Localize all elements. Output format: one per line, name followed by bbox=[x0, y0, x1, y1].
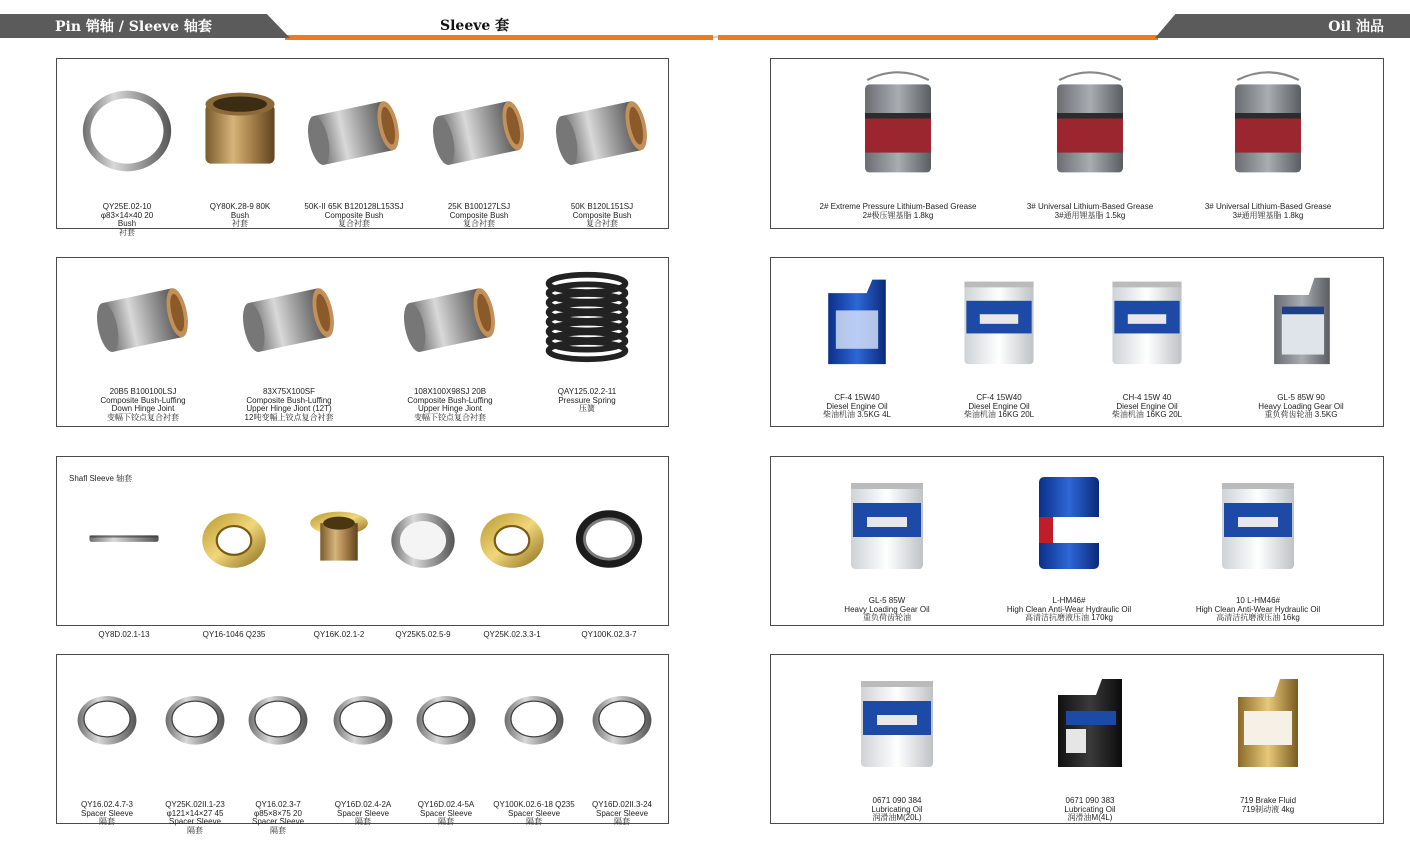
product-item bbox=[318, 687, 408, 827]
product-caption bbox=[62, 801, 152, 827]
product-caption bbox=[798, 203, 998, 220]
composite-bush-icon bbox=[370, 270, 530, 366]
product-caption bbox=[919, 394, 1079, 420]
white-pail-icon bbox=[919, 268, 1079, 372]
caption-line: 108X100X98SJ 20B bbox=[413, 387, 487, 396]
gold-jug-icon bbox=[1168, 665, 1368, 777]
caption-line: Composite Bush bbox=[449, 210, 509, 220]
product-item bbox=[69, 503, 179, 640]
white-pail-icon bbox=[797, 665, 997, 777]
caption-line: Composite Bush bbox=[572, 210, 632, 220]
caption-line: Upper Hinge Jiont bbox=[417, 404, 483, 413]
spacer-ring-icon bbox=[150, 687, 240, 751]
caption-line: Composite Bush bbox=[324, 210, 384, 220]
blue-drum-icon bbox=[969, 469, 1169, 577]
caption-line: Heavy Loading Gear Oil bbox=[1258, 401, 1344, 411]
product-caption bbox=[990, 797, 1190, 823]
caption-line: QY16D.02.4-5A bbox=[417, 800, 475, 809]
brass-ring-icon bbox=[457, 503, 567, 575]
caption-line: 10 L-HM46# bbox=[1235, 596, 1281, 605]
grease-bucket-icon bbox=[990, 69, 1190, 179]
caption-line: Spacer Sleeve bbox=[80, 808, 134, 818]
product-caption bbox=[401, 801, 491, 827]
caption-line: QY25E.02-10 bbox=[102, 202, 152, 211]
product-item bbox=[62, 687, 152, 827]
product-item bbox=[527, 83, 677, 229]
product-item bbox=[787, 469, 987, 623]
product-caption bbox=[527, 203, 677, 229]
panel-greases bbox=[770, 58, 1384, 229]
product-caption bbox=[787, 597, 987, 623]
caption-line: φ83×14×40 20 bbox=[100, 210, 154, 220]
caption-line: 3# Universal Lithium-Based Grease bbox=[1204, 202, 1332, 211]
caption-line: φ121×14×27 45 bbox=[166, 808, 224, 818]
caption-line: 隔套 bbox=[187, 825, 203, 835]
caption-line: 25K B100127LSJ bbox=[447, 202, 511, 211]
caption-line: Spacer Sleeve bbox=[595, 808, 649, 818]
product-item bbox=[370, 270, 530, 422]
product-item bbox=[777, 268, 937, 420]
caption-line: Diesel Engine Oil bbox=[1116, 401, 1178, 411]
caption-line: QY80K.28-9 80K bbox=[209, 202, 271, 211]
product-item bbox=[990, 69, 1190, 220]
product-item bbox=[797, 665, 997, 823]
caption-line: 719制动液 4kg bbox=[1241, 804, 1295, 814]
panel-composite-bushes bbox=[56, 257, 669, 427]
caption-line: 润滑油M(4L) bbox=[1067, 813, 1113, 822]
caption-line: 润滑油M(20L) bbox=[872, 813, 922, 822]
header-banner bbox=[0, 0, 1410, 42]
composite-bush-icon bbox=[527, 83, 677, 179]
product-caption bbox=[1158, 597, 1358, 623]
caption-line: GL-5 85W bbox=[868, 596, 906, 605]
caption-line: QY8D.02.1-13 bbox=[98, 630, 150, 639]
panel-lubricants-brake-fluid bbox=[770, 654, 1384, 824]
product-caption bbox=[577, 801, 667, 827]
caption-line: Diesel Engine Oil bbox=[968, 401, 1030, 411]
caption-line: QY16-1046 Q235 bbox=[202, 630, 266, 639]
product-caption bbox=[1221, 394, 1381, 420]
caption-line: 复合衬套 bbox=[338, 219, 370, 228]
header-accent-bar-left bbox=[285, 35, 713, 40]
caption-line: 隔套 bbox=[614, 817, 630, 826]
product-item bbox=[179, 503, 289, 640]
caption-line: Down Hinge Joint bbox=[111, 404, 175, 413]
spacer-ring-icon bbox=[401, 687, 491, 751]
product-item bbox=[150, 687, 240, 835]
caption-line: High Clean Anti-Wear Hydraulic Oil bbox=[1006, 604, 1132, 614]
product-caption bbox=[457, 631, 567, 640]
caption-line: Composite Bush-Luffing bbox=[100, 395, 186, 405]
caption-line: QY16.02.3-7 bbox=[255, 800, 301, 809]
caption-line: QY16D.02II.3-24 bbox=[591, 800, 653, 809]
product-caption bbox=[489, 801, 579, 827]
blue-jug-icon bbox=[777, 268, 937, 372]
caption-line: Lubricating Oil bbox=[1064, 804, 1116, 814]
caption-line: 变幅下铰点复合衬套 bbox=[107, 412, 179, 422]
caption-line: 2# Extreme Pressure Lithium-Based Grease bbox=[819, 202, 977, 211]
caption-line: L-HM46# bbox=[1052, 596, 1086, 605]
spacer-ring-icon bbox=[233, 687, 323, 751]
caption-line: 柴油机油 3.5KG 4L bbox=[822, 410, 892, 419]
composite-bush-icon bbox=[209, 270, 369, 366]
caption-line: QAY125.02.2-11 bbox=[557, 387, 617, 396]
caption-line: QY16K.02.1-2 bbox=[313, 630, 365, 639]
product-caption bbox=[69, 631, 179, 640]
white-pail-icon bbox=[1067, 268, 1227, 372]
caption-line: Lubricating Oil bbox=[871, 804, 923, 814]
product-item bbox=[1168, 665, 1368, 814]
spacer-ring-icon bbox=[62, 687, 152, 751]
product-caption bbox=[63, 388, 223, 422]
composite-bush-icon bbox=[63, 270, 223, 366]
product-item bbox=[969, 469, 1169, 623]
caption-line: 复合衬套 bbox=[463, 219, 495, 228]
caption-line: Bush bbox=[117, 219, 137, 228]
caption-line: 复合衬套 bbox=[586, 219, 618, 228]
caption-line: 0671 090 383 bbox=[1065, 796, 1115, 805]
caption-line: 3#通用锂基脂 1.8kg bbox=[1232, 210, 1304, 220]
caption-line: Pressure Spring bbox=[558, 395, 616, 405]
product-caption bbox=[1067, 394, 1227, 420]
caption-line: 柴油机油 16KG 20L bbox=[963, 410, 1035, 419]
product-caption bbox=[969, 597, 1169, 623]
caption-line: 衬套 bbox=[119, 227, 135, 237]
product-caption bbox=[233, 801, 323, 835]
product-caption bbox=[797, 797, 997, 823]
product-caption bbox=[209, 388, 369, 422]
caption-line: CF-4 15W40 bbox=[976, 393, 1022, 402]
product-caption bbox=[150, 801, 240, 835]
caption-line: Diesel Engine Oil bbox=[826, 401, 888, 411]
header-accent-bar-right bbox=[718, 35, 1158, 40]
product-item bbox=[457, 503, 567, 640]
panel-spacer-sleeves bbox=[56, 654, 669, 835]
caption-line: QY25K.02II.1-23 bbox=[165, 800, 225, 809]
caption-line: 重负荷齿轮油 3.5KG bbox=[1264, 410, 1338, 419]
spacer-ring-icon bbox=[577, 687, 667, 751]
product-item bbox=[798, 69, 998, 220]
caption-line: 变幅下铰点复合衬套 bbox=[414, 412, 486, 422]
caption-line: 高清洁抗磨液压油 170kg bbox=[1024, 613, 1114, 622]
caption-line: CF-4 15W40 bbox=[834, 393, 880, 402]
panel-shaft-sleeves bbox=[56, 456, 669, 639]
caption-line: 83X75X100SF bbox=[262, 387, 316, 396]
caption-line: Composite Bush-Luffing bbox=[407, 395, 493, 405]
product-item bbox=[1168, 69, 1368, 220]
caption-line: 3#通用锂基脂 1.5kg bbox=[1054, 210, 1126, 220]
product-caption bbox=[370, 388, 530, 422]
caption-line: 20B5 B100100LSJ bbox=[109, 387, 177, 396]
grease-bucket-icon bbox=[1168, 69, 1368, 179]
product-caption bbox=[554, 631, 664, 640]
product-item bbox=[554, 503, 664, 640]
brass-ring-icon bbox=[179, 503, 289, 575]
caption-line: 压簧 bbox=[579, 404, 595, 413]
product-caption bbox=[507, 388, 667, 414]
panel-bushes bbox=[56, 58, 669, 237]
caption-line: GL-5 85W 90 bbox=[1277, 393, 1325, 402]
caption-line: Bush bbox=[230, 210, 250, 220]
white-pail-icon bbox=[1158, 469, 1358, 577]
header-left-title: Pin 销轴 / Sleeve 轴套 bbox=[55, 19, 212, 35]
product-caption bbox=[1168, 797, 1368, 814]
product-item bbox=[209, 270, 369, 422]
panel-engine-gear-oils bbox=[770, 257, 1384, 427]
product-item bbox=[63, 270, 223, 422]
caption-line: 高清洁抗磨液压油 16kg bbox=[1216, 613, 1300, 622]
caption-line: 隔套 bbox=[526, 817, 542, 826]
panel-hydraulic-oils bbox=[770, 456, 1384, 626]
caption-line: QY25K5.02.5-9 bbox=[395, 630, 451, 639]
product-item bbox=[577, 687, 667, 827]
caption-line: 隔套 bbox=[270, 825, 286, 835]
product-caption bbox=[179, 631, 289, 640]
product-item bbox=[1221, 268, 1381, 420]
product-item bbox=[919, 268, 1079, 420]
caption-line: QY100K.02.3-7 bbox=[581, 630, 637, 639]
caption-line: Heavy Loading Gear Oil bbox=[844, 604, 930, 614]
caption-line: High Clean Anti-Wear Hydraulic Oil bbox=[1195, 604, 1321, 614]
product-caption bbox=[990, 203, 1190, 220]
product-item bbox=[233, 687, 323, 835]
caption-line: Composite Bush-Luffing bbox=[246, 395, 332, 405]
header-right-title: Oil 油品 bbox=[1328, 19, 1384, 35]
caption-line: QY100K.02.6-18 Q235 bbox=[493, 800, 575, 809]
product-item bbox=[1158, 469, 1358, 623]
product-item bbox=[507, 270, 667, 414]
black-jug-icon bbox=[990, 665, 1190, 777]
caption-line: 50K B120L151SJ bbox=[570, 202, 634, 211]
caption-line: 柴油机油 16KG 20L bbox=[1111, 410, 1183, 419]
caption-line: 隔套 bbox=[355, 817, 371, 826]
product-item bbox=[1067, 268, 1227, 420]
caption-line: Spacer Sleeve bbox=[419, 808, 473, 818]
grey-jug-icon bbox=[1221, 268, 1381, 372]
caption-line: 50K-II 65K B120128L153SJ bbox=[304, 202, 404, 211]
section-label-shaft-sleeve: Shafl Sleeve 轴套 bbox=[69, 474, 133, 483]
caption-line: QY16D.02.4-2A bbox=[334, 800, 392, 809]
caption-line: Spacer Sleeve bbox=[507, 808, 561, 818]
spacer-ring-icon bbox=[318, 687, 408, 751]
caption-line: Spacer Sleeve bbox=[168, 817, 222, 826]
header-center-title: Sleeve 套 bbox=[440, 18, 510, 34]
caption-line: 重负荷齿轮油 bbox=[863, 613, 911, 622]
white-pail-icon bbox=[787, 469, 987, 577]
caption-line: 719 Brake Fluid bbox=[1239, 796, 1297, 805]
caption-line: 隔套 bbox=[99, 817, 115, 826]
black-seal-ring-icon bbox=[554, 503, 664, 575]
caption-line: Upper Hinge Jiont (12T) bbox=[246, 404, 332, 413]
caption-line: CH-4 15W 40 bbox=[1122, 393, 1172, 402]
pin-rod-icon bbox=[69, 503, 179, 575]
caption-line: 0671 090 384 bbox=[872, 796, 922, 805]
caption-line: φ85×8×75 20 bbox=[254, 808, 302, 818]
caption-line: 12吨变幅上铰点复合衬套 bbox=[244, 412, 334, 422]
caption-line: 衬套 bbox=[232, 219, 248, 228]
caption-line: 3# Universal Lithium-Based Grease bbox=[1026, 202, 1154, 211]
caption-line: 2#极压锂基脂 1.8kg bbox=[862, 210, 934, 220]
product-caption bbox=[318, 801, 408, 827]
caption-line: QY16.02.4.7-3 bbox=[80, 800, 134, 809]
caption-line: QY25K.02.3.3-1 bbox=[483, 630, 541, 639]
product-item bbox=[401, 687, 491, 827]
product-caption bbox=[1168, 203, 1368, 220]
caption-line: Spacer Sleeve bbox=[336, 808, 390, 818]
product-item bbox=[990, 665, 1190, 823]
product-item bbox=[489, 687, 579, 827]
grease-bucket-icon bbox=[798, 69, 998, 179]
product-caption bbox=[777, 394, 937, 420]
spacer-ring-icon bbox=[489, 687, 579, 751]
spring-icon bbox=[507, 270, 667, 366]
caption-line: Spacer Sleeve bbox=[251, 817, 305, 826]
caption-line: 隔套 bbox=[438, 817, 454, 826]
